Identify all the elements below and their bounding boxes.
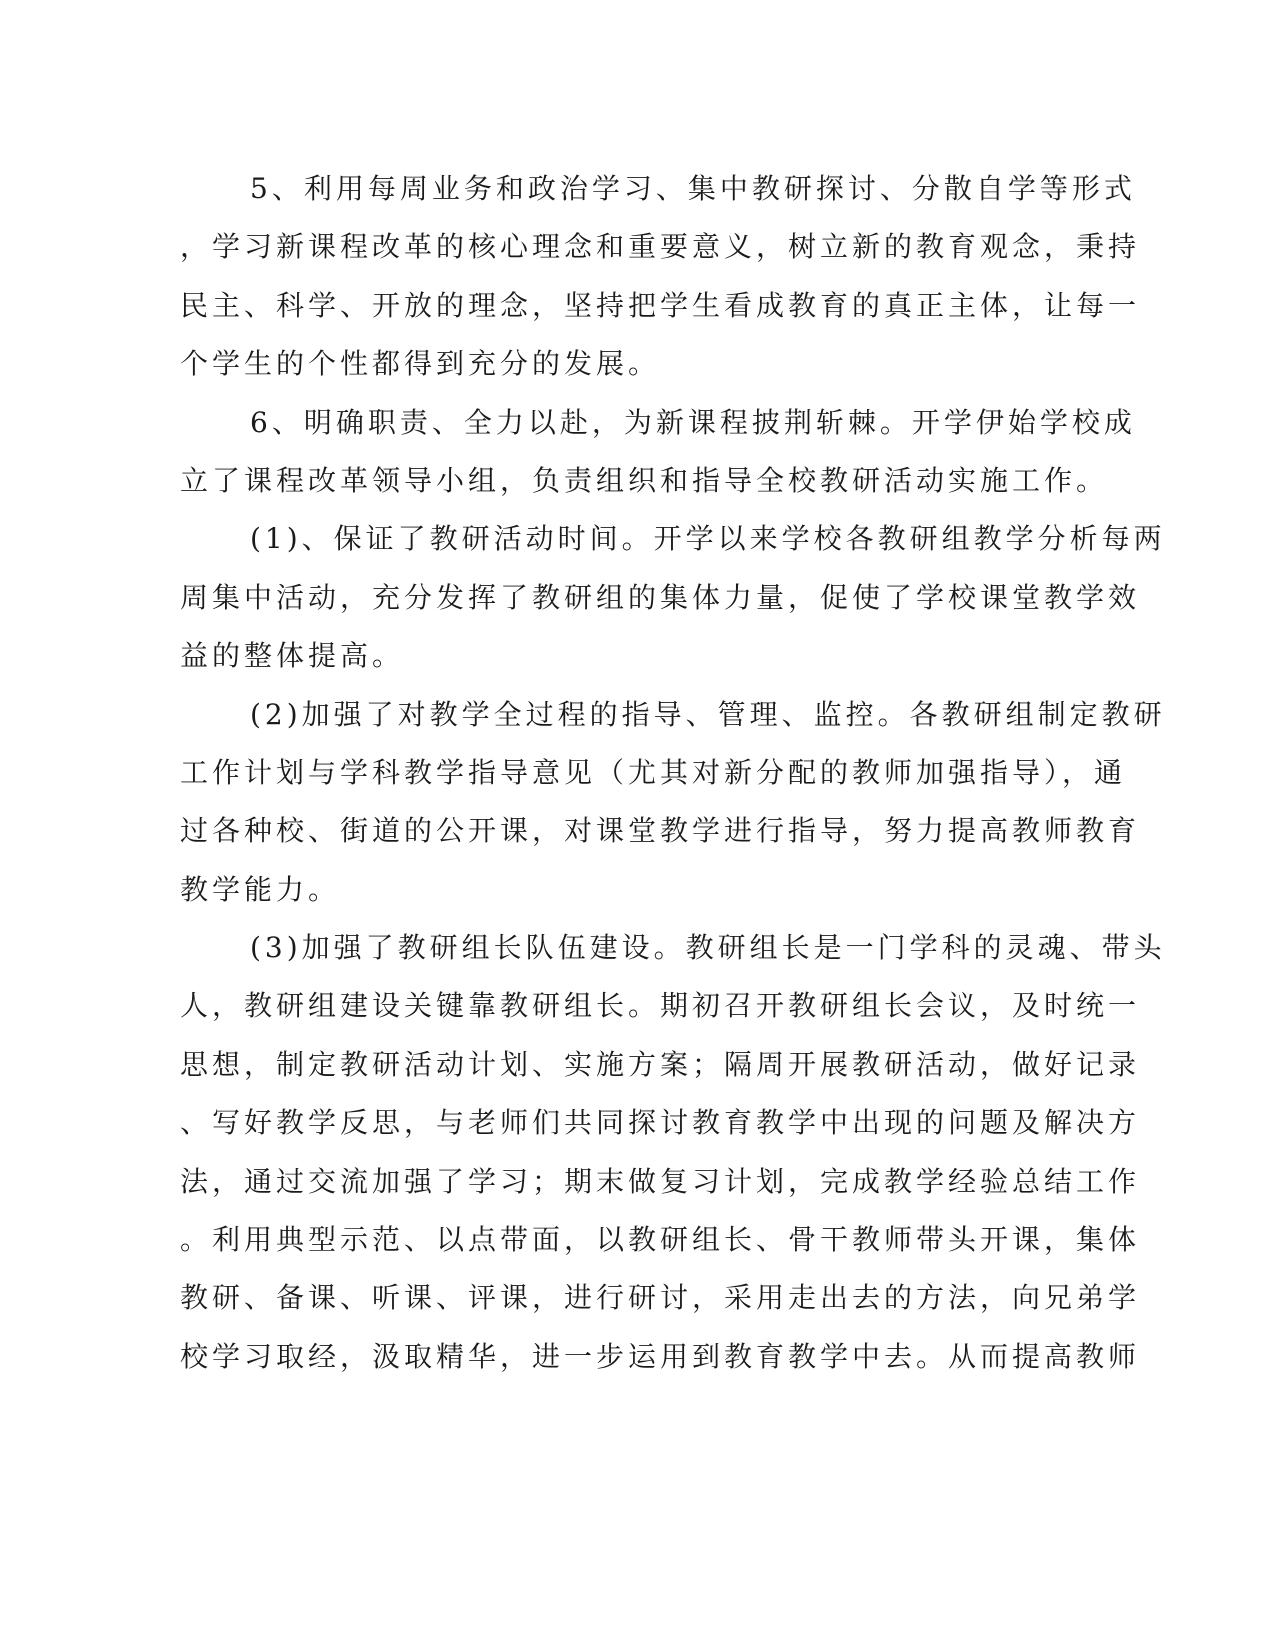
paragraph-line: ，学习新课程改革的核心理念和重要意义，树立新的教育观念，秉持 [180,230,1141,264]
paragraph-line: (2)加强了对教学全过程的指导、管理、监控。各教研组制定教研 [250,697,1166,731]
paragraph-1 [180,160,1141,394]
paragraph-3 [180,510,1166,685]
paragraph-5 [180,919,1166,1386]
paragraph-line: 、写好教学反思，与老师们共同探讨教育教学中出现的问题及解决方 [180,1106,1141,1140]
paragraph-line: 益的整体提高。 [180,639,405,673]
paragraph-line: 周集中活动，充分发挥了教研组的集体力量，促使了学校课堂教学效 [180,580,1141,614]
paragraph-line: 教研、备课、听课、评课，进行研讨，采用走出去的方法，向兄弟学 [180,1281,1141,1315]
paragraph-line: 立了课程改革领导小组，负责组织和指导全校教研活动实施工作。 [180,463,1109,497]
paragraph-2 [180,394,1136,511]
paragraph-line: 工作计划与学科教学指导意见（尤其对新分配的教师加强指导），通 [180,755,1127,789]
document-body [180,160,1166,1386]
paragraph-line: 思想，制定教研活动计划、实施方案；隔周开展教研活动，做好记录 [180,1047,1141,1081]
paragraph-line: 校学习取经，汲取精华，进一步运用到教育教学中去。从而提高教师 [180,1339,1141,1373]
paragraph-line: 6、明确职责、全力以赴，为新课程披荆斩棘。开学伊始学校成 [250,405,1136,439]
paragraph-line: 人，教研组建设关键靠教研组长。期初召开教研组长会议，及时统一 [180,989,1141,1023]
paragraph-line: 过各种校、街道的公开课，对课堂教学进行指导，努力提高教师教育 [180,814,1141,848]
paragraph-line: 法，通过交流加强了学习；期末做复习计划，完成教学经验总结工作 [180,1164,1141,1198]
paragraph-line: 5、利用每周业务和政治学习、集中教研探讨、分散自学等形式 [250,172,1136,205]
paragraph-line: 。利用典型示范、以点带面，以教研组长、骨干教师带头开课，集体 [180,1223,1141,1257]
paragraph-line: (3)加强了教研组长队伍建设。教研组长是一门学科的灵魂、带头 [250,931,1166,965]
paragraph-line: 教学能力。 [180,872,341,906]
paragraph-4 [180,686,1166,920]
paragraph-line: 民主、科学、开放的理念，坚持把学生看成教育的真正主体，让每一 [180,288,1141,322]
paragraph-line: (1)、保证了教研活动时间。开学以来学校各教研组教学分析每两 [250,522,1166,556]
paragraph-line: 个学生的个性都得到充分的发展。 [180,347,661,381]
